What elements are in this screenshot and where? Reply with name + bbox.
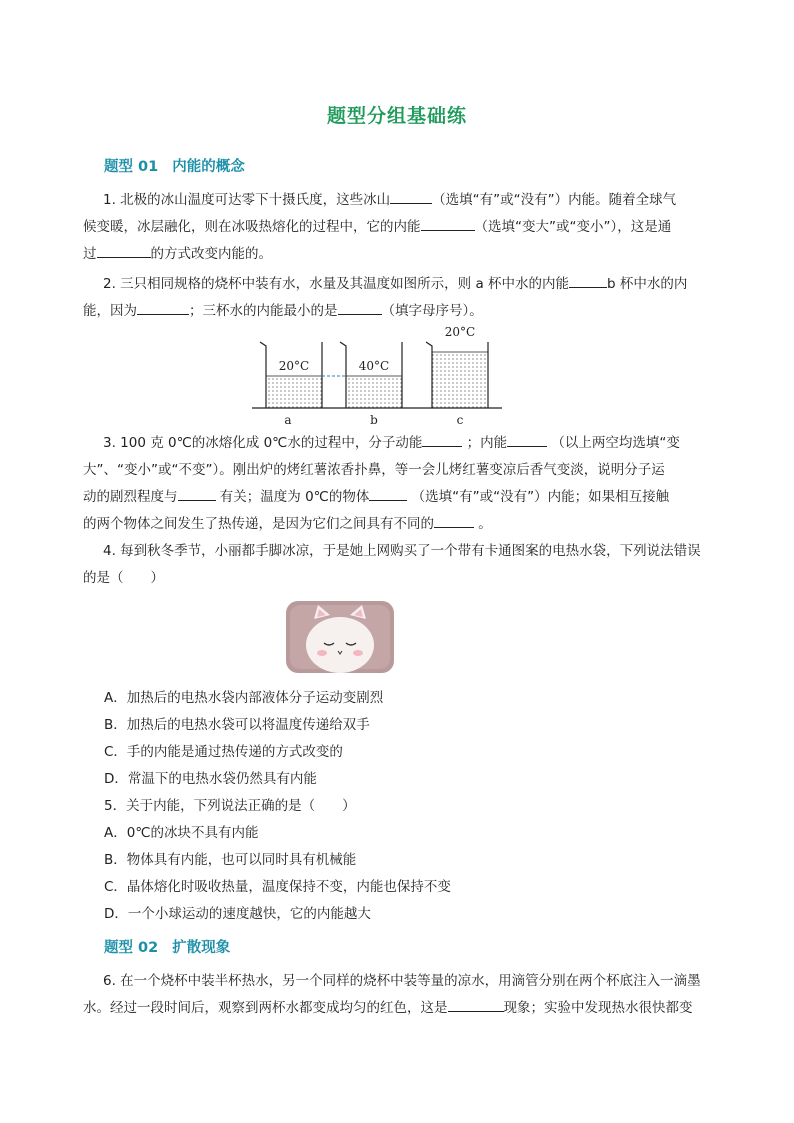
- q3-text: ；内能: [466, 435, 508, 451]
- q3-text: （以上两空均选填“变: [551, 435, 680, 451]
- q4-option-a[interactable]: A．加热后的电热水袋内部液体分子运动变剧烈: [104, 690, 384, 706]
- water-a: [266, 376, 322, 408]
- q2-text: 能，因为: [83, 303, 137, 319]
- q1-text: 过: [83, 246, 97, 262]
- q4-option-b[interactable]: B．加热后的电热水袋可以将温度传递给双手: [104, 717, 370, 733]
- q3-text: 动的剧烈程度与: [83, 489, 178, 505]
- q1-text: 1. 北极的冰山温度可达零下十摄氏度，这些冰山: [103, 192, 391, 208]
- section-name: 扩散现象: [172, 940, 231, 956]
- q3-blank-2[interactable]: [507, 432, 547, 447]
- question-4: [83, 538, 711, 592]
- section-number: 题型 02: [104, 940, 159, 956]
- q5-option-a[interactable]: A．0℃的冰块不具有内能: [104, 825, 259, 841]
- section-heading-01: [104, 155, 245, 176]
- q2-text: 2. 三只相同规格的烧杯中装有水，水量及其温度如图所示，则 a 杯中水的内能: [103, 276, 570, 292]
- beaker-b: [340, 342, 402, 408]
- beaker-c: [426, 342, 488, 408]
- section-number: 题型 01: [104, 159, 159, 175]
- beaker-a-temp: 20°C: [278, 359, 310, 373]
- q2-text: b 杯中水的内: [607, 276, 688, 292]
- beaker-c-label: c: [456, 413, 464, 427]
- beaker-a-label: a: [284, 413, 292, 427]
- q6-blank-1[interactable]: [448, 997, 504, 1012]
- q5-option-d[interactable]: D．一个小球运动的速度越快，它的内能越大: [104, 906, 371, 922]
- water-c: [432, 352, 488, 408]
- q3-text: 大”、“变小”或“不变”）。刚出炉的烤红薯浓香扑鼻，等一会儿烤红薯变凉后香气变淡，说明分子运: [83, 462, 665, 478]
- q2-blank-3[interactable]: [338, 300, 382, 315]
- question-3: [83, 430, 711, 538]
- q3-blank-5[interactable]: [434, 513, 474, 528]
- section-name: 内能的概念: [172, 159, 245, 175]
- bear-face-icon: [306, 617, 374, 673]
- q1-text: 的方式改变内能的。: [150, 246, 272, 262]
- beaker-b-temp: 40°C: [358, 359, 390, 373]
- beaker-c-temp: 20°C: [444, 325, 476, 339]
- beaker-b-label: b: [370, 413, 378, 427]
- hot-water-bag-image: [284, 599, 396, 675]
- question-5-stem: 5．关于内能，下列说法正确的是（ ）: [104, 798, 356, 814]
- question-1: [83, 187, 711, 268]
- q1-blank-2[interactable]: [421, 216, 475, 231]
- q4-option-d[interactable]: D．常温下的电热水袋仍然具有内能: [104, 771, 317, 787]
- q3-blank-1[interactable]: [422, 432, 462, 447]
- q2-blank-2[interactable]: [137, 300, 189, 315]
- q3-text: 的两个物体之间发生了热传递，是因为它们之间具有不同的: [83, 516, 434, 532]
- water-b: [346, 376, 402, 408]
- q2-blank-1[interactable]: [569, 273, 607, 288]
- q1-blank-1[interactable]: [390, 189, 432, 204]
- q3-blank-3[interactable]: [178, 486, 216, 501]
- beaker-figure: [252, 322, 502, 430]
- q3-blank-4[interactable]: [369, 486, 407, 501]
- q2-text: ；三杯水的内能最小的是: [189, 303, 338, 319]
- q5-option-c[interactable]: C．晶体熔化时吸收热量，温度保持不变，内能也保持不变: [104, 879, 451, 895]
- page-title: 题型分组基础练: [326, 105, 467, 127]
- q1-blank-3[interactable]: [97, 243, 151, 258]
- q3-text: （选填“有”或“没有”）内能；如果相互接触: [411, 489, 670, 505]
- q4-text: 4. 每到秋冬季节，小丽都手脚冰凉，于是她上网购买了一个带有卡通图案的电热水袋，下列说法错误: [103, 543, 701, 559]
- q1-text: （选填“变大”或“变小”），这是通: [474, 219, 672, 235]
- q3-text: 。: [478, 516, 492, 532]
- q1-text: 候变暖，冰层融化，则在冰吸热熔化的过程中，它的内能: [83, 219, 421, 235]
- section-heading-02: [104, 936, 230, 957]
- q4-option-c[interactable]: C．手的内能是通过热传递的方式改变的: [104, 744, 343, 760]
- q6-text: 现象；实验中发现热水很快都变: [503, 1000, 693, 1016]
- q1-text: （选填“有”或“没有”）内能。随着全球气: [432, 192, 677, 208]
- q4-text: 的是（ ）: [83, 570, 164, 586]
- q5-option-b[interactable]: B．物体具有内能，也可以同时具有机械能: [104, 852, 357, 868]
- question-2: [83, 271, 711, 325]
- question-6: [83, 968, 711, 1022]
- q3-text: 3. 100 克 0℃的冰熔化成 0℃水的过程中，分子动能: [103, 435, 423, 451]
- q2-text: （填字母序号）。: [381, 303, 483, 319]
- q6-text: 6. 在一个烧杯中装半杯热水，另一个同样的烧杯中装等量的凉水，用滴管分别在两个杯底注入一滴墨: [103, 973, 701, 989]
- beaker-a: [260, 342, 322, 408]
- q6-text: 水。经过一段时间后，观察到两杯水都变成均匀的红色，这是: [83, 1000, 448, 1016]
- q3-text: 有关；温度为 0℃的物体: [219, 489, 370, 505]
